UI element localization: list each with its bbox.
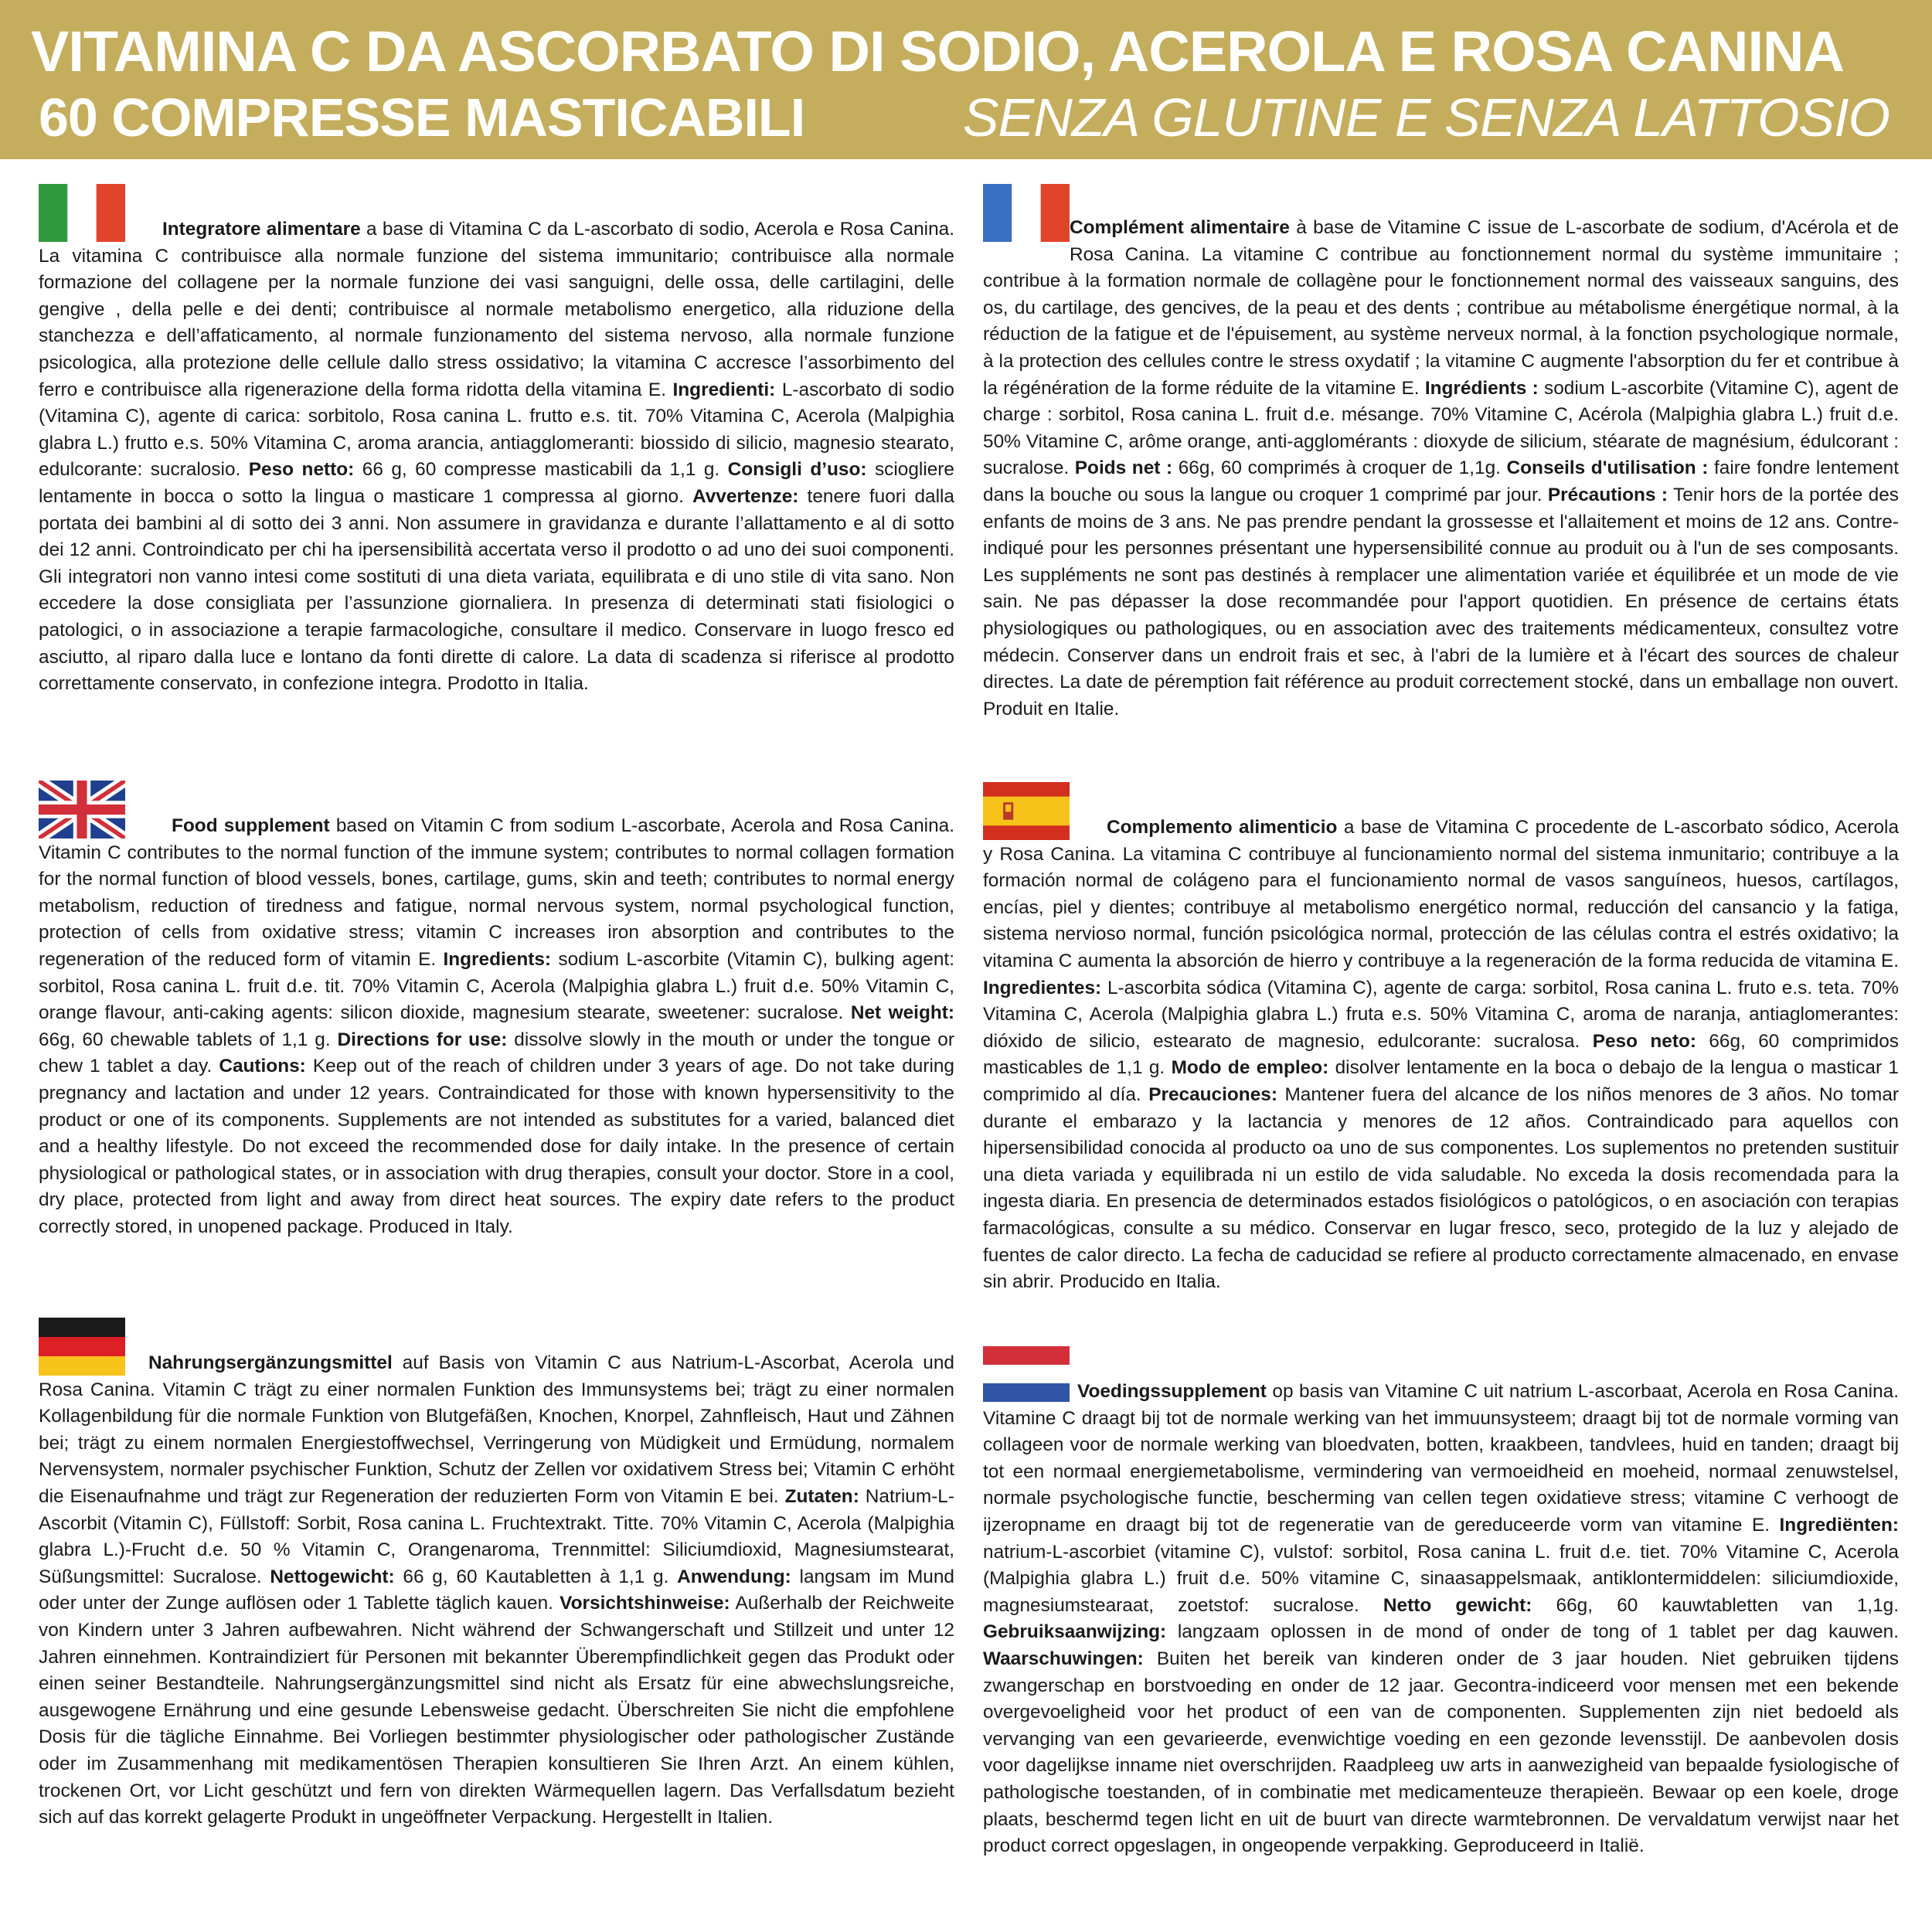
german-weight-text: 66 g, 60 Kautabletten à 1,1 g. [394, 1566, 678, 1587]
spanish-precautions-text: Mantener fuera del alcance de los niños menores de 3 años. No tomar durante el embarazo y la lactancia y menores de 12 años. Contraindicado para aquellos con hipersensibilidad conocida al producto oa uno de sus componentes. Los suplementos no pretenden sustituir una dieta variada y equilibrada ni un estilo de vida saludable. No exceda la dosis recomendada para la ingesta diaria. En presencia de determinados estados fisiológicos o patológicos, o en asociación con terapias farmacológicas, consulte a su médico. Conservar en lugar fresco, seco, protegido de la luz y alejado de fuentes de calor directo. La fecha de caducidad se refiere al producto correctamente almacenado, en envase sin abrir. Producido en Italia. [983, 1083, 1900, 1293]
english-usage-text: dissolve slowly in the mouth or under the tongue or chew 1 tablet a day. [39, 1029, 954, 1077]
german-weight-label: Nettogewicht: [270, 1566, 395, 1587]
french-usage-text: faire fondre lentement dans la bouche ou sous la langue ou croquer 1 comprimé par jour. [983, 457, 1899, 505]
english-ingredients-label: Ingredients: [443, 948, 552, 970]
german-warnings-text: Außerhalb der Reichweite von Kindern unter 3 Jahren aufbewahren. Nicht während der Schwangerschaft und Stillzeit und unter 12 Jahren einnehmen. Kontraindiziert für Personen mit bekannter Überempfindlichkeit gegen das Produkt oder einen seiner Bestandteile. Nahrungsergänzungsmittel sind nicht als Ersatz für eine abwechslungsreiche, ausgewogene Ernährung und eine gesunde Lebensweise gedacht. Überschreiten Sie nicht die empfohlene Dosis für die tägliche Einnahme. Bei Vorliegen bestimmter physiologischer oder pathologischer Zustände oder im Zusammenhang mit medikamentösen Therapien konsultieren Sie Ihren Arzt. An einem kühlen, trockenen Ort, vor Licht geschützt und fern von direkten Wärmequellen lagern. Das Verfallsdatum bezieht sich auf das korrekt gelagerte Produkt in ungeöffneter Verpackung. Hergestellt in Italien. [39, 1593, 954, 1828]
italian-heading: Integratore alimentare [162, 219, 361, 240]
german-ingredients-text: Natrium-L-Ascorbit (Vitamin C), Füllstoff: Sorbit, Rosa canina L. Fruchtextrakt. Titte. 70% Vitamin C, Acerola (Malpighia glabra L.)-Frucht d.e. 50 % Vitamin C, Orangenaroma, Trennmittel: Siliciumdioxid, Magnesiumstearat, Süßungsmittel: Sucralose. [39, 1485, 954, 1587]
spain-flag-icon [983, 782, 1070, 840]
spanish-weight-label: Peso neto: [1592, 1030, 1696, 1052]
italian-ingredients-text: L-ascorbato di sodio (Vitamina C), agente di carica: sorbitolo, Rosa canina L. frutto e.s. tit. 70% Vitamina C, Acerola (Malpighia glabra L.) frutto e.s. 50% Vitamina C, aroma arancia, antiagglomeranti: biossido di silicio, magnesio stearato, edulcorante: sucralosio. [39, 379, 954, 481]
english-usage-label: Directions for use: [337, 1029, 508, 1050]
dutch-ingredients-text: natrium-L-ascorbiet (vitamine C), vulstof: sorbitol, Rosa canina L. fruit d.e. tiet. 70% Vitamine C, Acerola (Malpighia glabra L.) fruit d.e. 50% vitamine C, sinaasappelsmaak, antiklontermiddelen: siliciumdioxide, magnesiumstearaat, zoetstof: sucralose. [983, 1541, 1899, 1616]
german-intro-text: auf Basis von Vitamin C aus Natrium-L-Ascorbat, Acerola und Rosa Canina. Vitamin C trägt zu einer normalen Funktion des Immunsystems bei; trägt zu einer normalen Kollagenbildung für die normale Funktion von Blutgefäßen, Knochen, Knorpel, Zahnfleisch, Haut und Zähnen bei; trägt zu einem normalen Energiestoffwechsel, Verringerung von Müdigkeit und Ermüdung, normalem Nervensystem, normaler psychischer Funktion, Schutz der Zellen vor oxidativem Stress bei; Vitamin C erhöht die Eisenaufnahme und trägt zur Regeneration der reduzierten Form von Vitamin E bei. [39, 1352, 954, 1507]
spanish-section [983, 782, 1899, 1296]
italian-intro-text: a base di Vitamina C da L-ascorbato di sodio, Acerola e Rosa Canina. La vitamina C contribuisce alla normale funzione del sistema immunitario; contribuisce alla normale formazione del collagene per la normale funzione dei vasi sanguigni, delle ossa, delle cartilagini, delle gengive , della pelle e dei denti; contribuisce al normale metabolismo energetico, alla riduzione della stanchezza e dell’affaticamento, al normale funzionamento del sistema nervoso, alla normale funzione psicologica, alla protezione delle cellule dallo stress ossidativo; la vitamina C accresce l’assorbimento del ferro e contribuisce alla rigenerazione della forma ridotta della vitamina E. [39, 219, 955, 400]
dutch-usage-text: langzaam oplossen in de mond of onder de tong of 1 tablet per dag kauwen. [1166, 1621, 1899, 1643]
dutch-heading: Voedingssupplement [1077, 1381, 1267, 1402]
product-format: 60 COMPRESSE MASTICABILI [39, 87, 805, 148]
dutch-warnings-label: Waarschuwingen: [983, 1648, 1144, 1669]
title-banner [0, 0, 1932, 159]
italian-section [39, 184, 954, 698]
spanish-ingredients-label: Ingredientes: [983, 977, 1102, 998]
english-section [39, 781, 954, 1241]
french-ingredients-text: sodium L-ascorbite (Vitamine C), agent de charge : sorbitol, Rosa canina L. fruit d.e. mésange. 70% Vitamine C, Acérola (Malpighia glabra L.) fruit d.e. 50% Vitamine C, arôme orange, anti-agglomérants : dioxyde de silicium, stéarate de magnésium, édulcorant : sucralose. [983, 377, 1900, 479]
french-section [983, 184, 1899, 723]
italian-weight-text: 66 g, 60 compresse masticabili da 1,1 g. [354, 459, 728, 481]
french-warnings-text: Tenir hors de la portée des enfants de moins de 3 ans. Ne pas prendre pendant la grossesse et l'allaitement et moins de 12 ans. Contre-indiqué pour les personnes présentant une hypersensibilité connue au produit ou à l'un de ses composants. Les suppléments ne sont pas destinés à remplacer une alimentation variée et équilibrée et un mode de vie sain. Ne pas dépasser la dose recommandée pour l'apport quotidien. En présence de certains états physiologiques ou pathologiques, ou en association avec des traitements médicamenteux, consultez votre médecin. Conserver dans un endroit frais et sec, à l'abri de la lumière et à l'écart des sources de chaleur directes. La date de péremption fait référence au produit correctement stocké, dans un emballage non ouvert. Produit en Italie. [983, 484, 1899, 719]
italian-ingredients-label: Ingredienti: [672, 379, 776, 400]
netherlands-flag-icon [983, 1346, 1070, 1402]
dutch-intro-text: op basis van Vitamine C uit natrium L-ascorbaat, Acerola en Rosa Canina. Vitamine C draagt bij tot de normale werking van het immuunsysteem; draagt bij tot de normale vorming van collageen voor de normale werking van bloedvaten, botten, kraakbeen, tandvlees, huid en tanden; draagt bij tot een normaal energiemetabolisme, vermindering van vermoeidheid en moeheid, normaal zenuwstelsel, normale psychologische functie, bescherming van cellen tegen oxidatieve stress; vitamine C verhoogt de ijzeropname en draagt bij tot de regeneratie van de gereduceerde vorm van vitamine E. [983, 1381, 1899, 1536]
dutch-weight-label: Netto gewicht: [1383, 1594, 1532, 1616]
english-weight-text: 66g, 60 chewable tablets of 1,1 g. [39, 1029, 338, 1050]
english-ingredients-text: sodium L-ascorbite (Vitamin C), bulking agent: sorbitol, Rosa canina L. fruit d.e. tit. 70% Vitamin C, Acerola (Malpighia glabra L.) fruit d.e. 50% Vitamin C, orange flavour, anti-caking agents: silicon dioxide, magnesium stearate, sweetener: sucralose. [39, 948, 954, 1024]
dutch-section [983, 1346, 1899, 1860]
uk-flag-icon [39, 781, 125, 838]
english-heading: Food supplement [172, 815, 330, 836]
italy-flag-icon [39, 184, 125, 242]
french-weight-label: Poids net : [1074, 457, 1173, 479]
english-weight-label: Net weight: [850, 1002, 954, 1024]
spanish-intro-text: a base de Vitamina C procedente de L-ascorbato sódico, Acerola y Rosa Canina. La vitamina C contribuye al funcionamiento normal del sistema inmunitario; contribuye a la formación normal de colágeno para el funcionamiento normal de vasos sanguíneos, huesos, cartílagos, encías, piel y dientes; contribuye al metabolismo energético normal, reducción del cansancio y la fatiga, sistema nervioso normal, función psicológica normal, protección de las células contra el estrés oxidativo; la vitamina C aumenta la absorción de hierro y contribuye a la regeneración de la forma reducida de vitamina E. [983, 817, 1900, 971]
germany-flag-icon [39, 1318, 125, 1376]
dutch-warnings-text: Buiten het bereik van kinderen onder de 3 jaar houden. Niet gebruiken tijdens zwangerschap en borstvoeding en onder de 12 jaar. Gecontra-indiceerd voor mensen met een bekende overgevoeligheid voor het product of een van de componenten. Supplementen zijn niet bedoeld als vervanging van een gevarieerde, evenwichtige voeding en een gezonde levensstijl. De aanbevolen dosis voor dagelijkse inname niet overschrijden. Raadpleeg uw arts in aanwezigheid van bepaalde fysiologische of pathologische toestanden, of in combinatie met medicamenteuze therapieën. Bewaar op een koele, droge plaats, beschermd tegen licht en uit de buurt van directe warmtebronnen. De vervaldatum verwijst naar het product correct opgeslagen, in ongeopende verpakking. Geproduceerd in Italië. [983, 1648, 1899, 1857]
spanish-usage-text: disolver lentamente en la boca o debajo de la lengua o masticar 1 comprimido al día. [983, 1057, 1900, 1105]
french-intro-text: à base de Vitamine C issue de L-ascorbate de sodium, d'Acérola et de Rosa Canina. La vitamine C contribue au fonctionnement normal du système immunitaire ; contribue à la formation normale de collagène pour le fonctionnement normal des vaisseaux sanguins, des os, du cartilage, des gencives, de la peau et des dents ; contribue au métabolisme énergétique normal, à la réduction de la fatigue et de l'épuisement, au système nerveux normal, à la fonction psychologique normale, à la protection des cellules contre le stress oxydatif ; la vitamine C augmente l'absorption du fer et contribue à la régénération de la forme réduite de la vitamine E. [983, 217, 1900, 399]
german-heading: Nahrungsergänzungsmittel [148, 1352, 393, 1373]
spanish-heading: Complemento alimenticio [1107, 817, 1338, 838]
france-flag-icon [983, 184, 1070, 242]
french-heading: Complément alimentaire [1070, 217, 1290, 238]
italian-usage-text: sciogliere lentamente in bocca o sotto la lingua o masticare 1 compressa al giorno. [39, 459, 954, 507]
product-claims: SENZA GLUTINE E SENZA LATTOSIO [962, 87, 1889, 148]
german-ingredients-label: Zutaten: [784, 1485, 859, 1507]
italian-usage-label: Consigli d’uso: [727, 459, 867, 481]
dutch-ingredients-label: Ingrediënten: [1779, 1514, 1899, 1536]
french-warnings-label: Précautions : [1547, 484, 1668, 505]
french-ingredients-label: Ingrédients : [1424, 377, 1539, 399]
dutch-usage-label: Gebruiksaanwijzing: [983, 1621, 1167, 1643]
italian-warnings-label: Avvertenze: [692, 485, 799, 507]
italian-warnings-text: tenere fuori dalla portata dei bambini al di sotto dei 3 anni. Non assumere in gravidanza e durante l’allattamento e al di sotto dei 12 anni. Controindicato per chi ha ipersensibilità accertata verso il prodotto o ad uno dei suoi componenti. Gli integratori non vanno intesi come sostituti di una dieta variata, equilibrata e di uno stile di vita sano. Non eccedere la dose consigliata per l’assunzione giornaliera. In presenza di determinati stati fisiologici o patologici, o in associazione a terapie farmacologiche, consultare il medico. Conservare in luogo fresco ed asciutto, al riparo dalla luce e lontano da fonti dirette di calore. La data di scadenza si riferisce al prodotto correttamente conservato, in confezione integra. Prodotto in Italia. [39, 485, 954, 695]
english-intro-text: based on Vitamin C from sodium L-ascorbate, Acerola and Rosa Canina. Vitamin C contributes to the normal function of the immune system; contributes to normal collagen formation for the normal function of blood vessels, bones, cartilage, gums, skin and teeth; contributes to normal energy metabolism, reduction of tiredness and fatigue, normal nervous system, normal psychological function, protection of cells from oxidative stress; vitamin C increases iron absorption and contributes to the regeneration of the reduced form of vitamin E. [39, 815, 954, 970]
product-title: VITAMINA C DA ASCORBATO DI SODIO, ACEROLA E ROSA CANINA [31, 19, 1844, 83]
spanish-weight-text: 66g, 60 comprimidos masticables de 1,1 g. [983, 1030, 1899, 1079]
french-usage-label: Conseils d'utilisation : [1506, 457, 1709, 479]
english-cautions-text: Keep out of the reach of children under 3 years of age. Do not take during pregnancy and lactation and under 12 years. Contraindicated for those with known hypersensitivity to the product or one of its components. Supplements are not intended as substitutes for a varied, balanced diet and a healthy lifestyle. Do not exceed the recommended dose for daily intake. In the presence of certain physiological or pathological states, or in association with drug therapies, consult your doctor. Store in a cool, dry place, protected from light and away from direct heat sources. The expiry date refers to the product correctly stored, in unopened package. Produced in Italy. [39, 1056, 954, 1237]
german-section [39, 1318, 954, 1832]
italian-weight-label: Peso netto: [248, 459, 355, 481]
spanish-usage-label: Modo de empleo: [1171, 1057, 1329, 1079]
spanish-ingredients-text: L-ascorbita sódica (Vitamina C), agente de carga: sorbitol, Rosa canina L. fruto e.s. teta. 70% Vitamina C, Acerola (Malpighia glabra L.) fruta e.s. 50% Vitamina C, aroma de naranja, antiaglomerantes: dióxido de silicio, estearato de magnesio, edulcorante: sucralosa. [983, 977, 1899, 1052]
french-weight-text: 66g, 60 comprimés à croquer de 1,1g. [1172, 457, 1507, 479]
english-cautions-label: Cautions: [219, 1056, 306, 1077]
spanish-precautions-label: Precauciones: [1148, 1083, 1277, 1105]
german-warnings-label: Vorsichtshinweise: [560, 1593, 730, 1614]
german-usage-label: Anwendung: [677, 1566, 791, 1587]
dutch-weight-text: 66g, 60 kauwtabletten van 1,1g. [1532, 1594, 1899, 1616]
german-usage-text: langsam im Mund oder unter der Zunge auflösen oder 1 Tablette täglich kauen. [39, 1566, 954, 1614]
